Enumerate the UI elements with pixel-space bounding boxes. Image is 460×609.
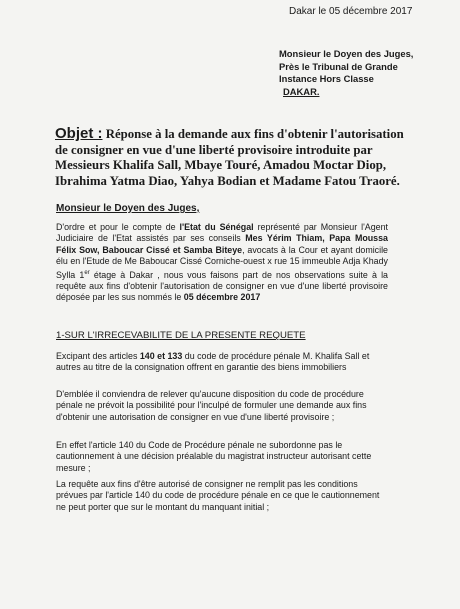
salutation: Monsieur le Doyen des Juges,: [56, 203, 200, 214]
objet-text: Réponse à la demande aux fins d'obtenir l'autorisation de consigner en vue d'une liberté provisoire introduite par Messieurs Khalifa Sall, Mbaye Touré, Amadou Moctar Diop, Ibrahima Yatma Diao, Yahya Bodian et Madame Fatou Traoré.: [55, 127, 404, 188]
intro-counsel: Mes Yérim Thiam, Papa Moussa Félix Sow, Baboucar Cissé et Samba Biteye: [56, 233, 388, 255]
paragraph-1-articles: 140 et 133: [139, 351, 183, 361]
paragraph-1-text-2: du code de procédure pénale M. Khalifa Sall et autres au titre de la consignation offrent en garantie des biens immobiliers: [56, 351, 370, 373]
paragraph-1-text-1: Excipant des articles: [56, 351, 140, 361]
section-1-title: SUR L'IRRECEVABILITE DE LA PRESENTE REQUETE: [64, 330, 306, 341]
letter-date: Dakar le 05 décembre 2017: [289, 6, 413, 17]
objet-label: Objet :: [55, 125, 103, 142]
recipient-line-4: DAKAR.: [283, 85, 320, 97]
recipient-line-1: Monsieur le Doyen des Juges,: [279, 48, 414, 59]
intro-text-3: , avocats à la Cour et ayant domicile élu en l'Etude de Me Baboucar Cissé Corniche-ouest x rue 15 immeuble Adja Khady Sylla 1: [56, 244, 388, 280]
paragraph-4: La requête aux fins d'être autorisé de consigner ne remplit pas les conditions prévues par l'article 140 du code de procédure pénale en ce que le cautionnement ne peut porter que sur le montant du manquant initial ;: [56, 479, 380, 512]
section-1-heading: [56, 330, 306, 341]
recipient-line-3: Instance Hors Classe: [279, 73, 374, 84]
intro-date: 05 décembre 2017: [183, 292, 261, 303]
intro-text-4: étage à Dakar , nous vous faisons part de nos observations suite à la requête aux fins d'obtenir l'autorisation de consigner en vue d'une liberté provisoire déposée par les sus nommés le: [56, 269, 388, 303]
paragraph-2: D'emblée il conviendra de relever qu'aucune disposition du code de procédure pénale ne prévoit la possibilité pour l'inculpé de formuler une demande aux fins d'obtenir une autorisation de consigner en vue d'une liberté provisoire ;: [56, 389, 367, 422]
intro-paragraph: [56, 222, 388, 304]
paragraph-1: [56, 351, 388, 374]
intro-superscript: er: [84, 269, 90, 276]
paragraph-3: En effet l'article 140 du Code de Procédure pénale ne subordonne pas le cautionnement à une décision préalable du magistrat instructeur autorisant cette mesure ;: [56, 440, 372, 473]
recipient-address: [279, 48, 413, 98]
intro-text-1: D'ordre et pour le compte de: [56, 222, 180, 232]
intro-text-2: représenté par Monsieur l'Agent Judiciaire de l'Etat assistés par ses conseils: [56, 222, 389, 244]
objet-block: [55, 126, 415, 189]
recipient-line-2: Près le Tribunal de Grande: [279, 60, 398, 72]
intro-party: l'Etat du Sénégal: [179, 222, 254, 232]
section-1-number: 1-: [56, 330, 65, 341]
